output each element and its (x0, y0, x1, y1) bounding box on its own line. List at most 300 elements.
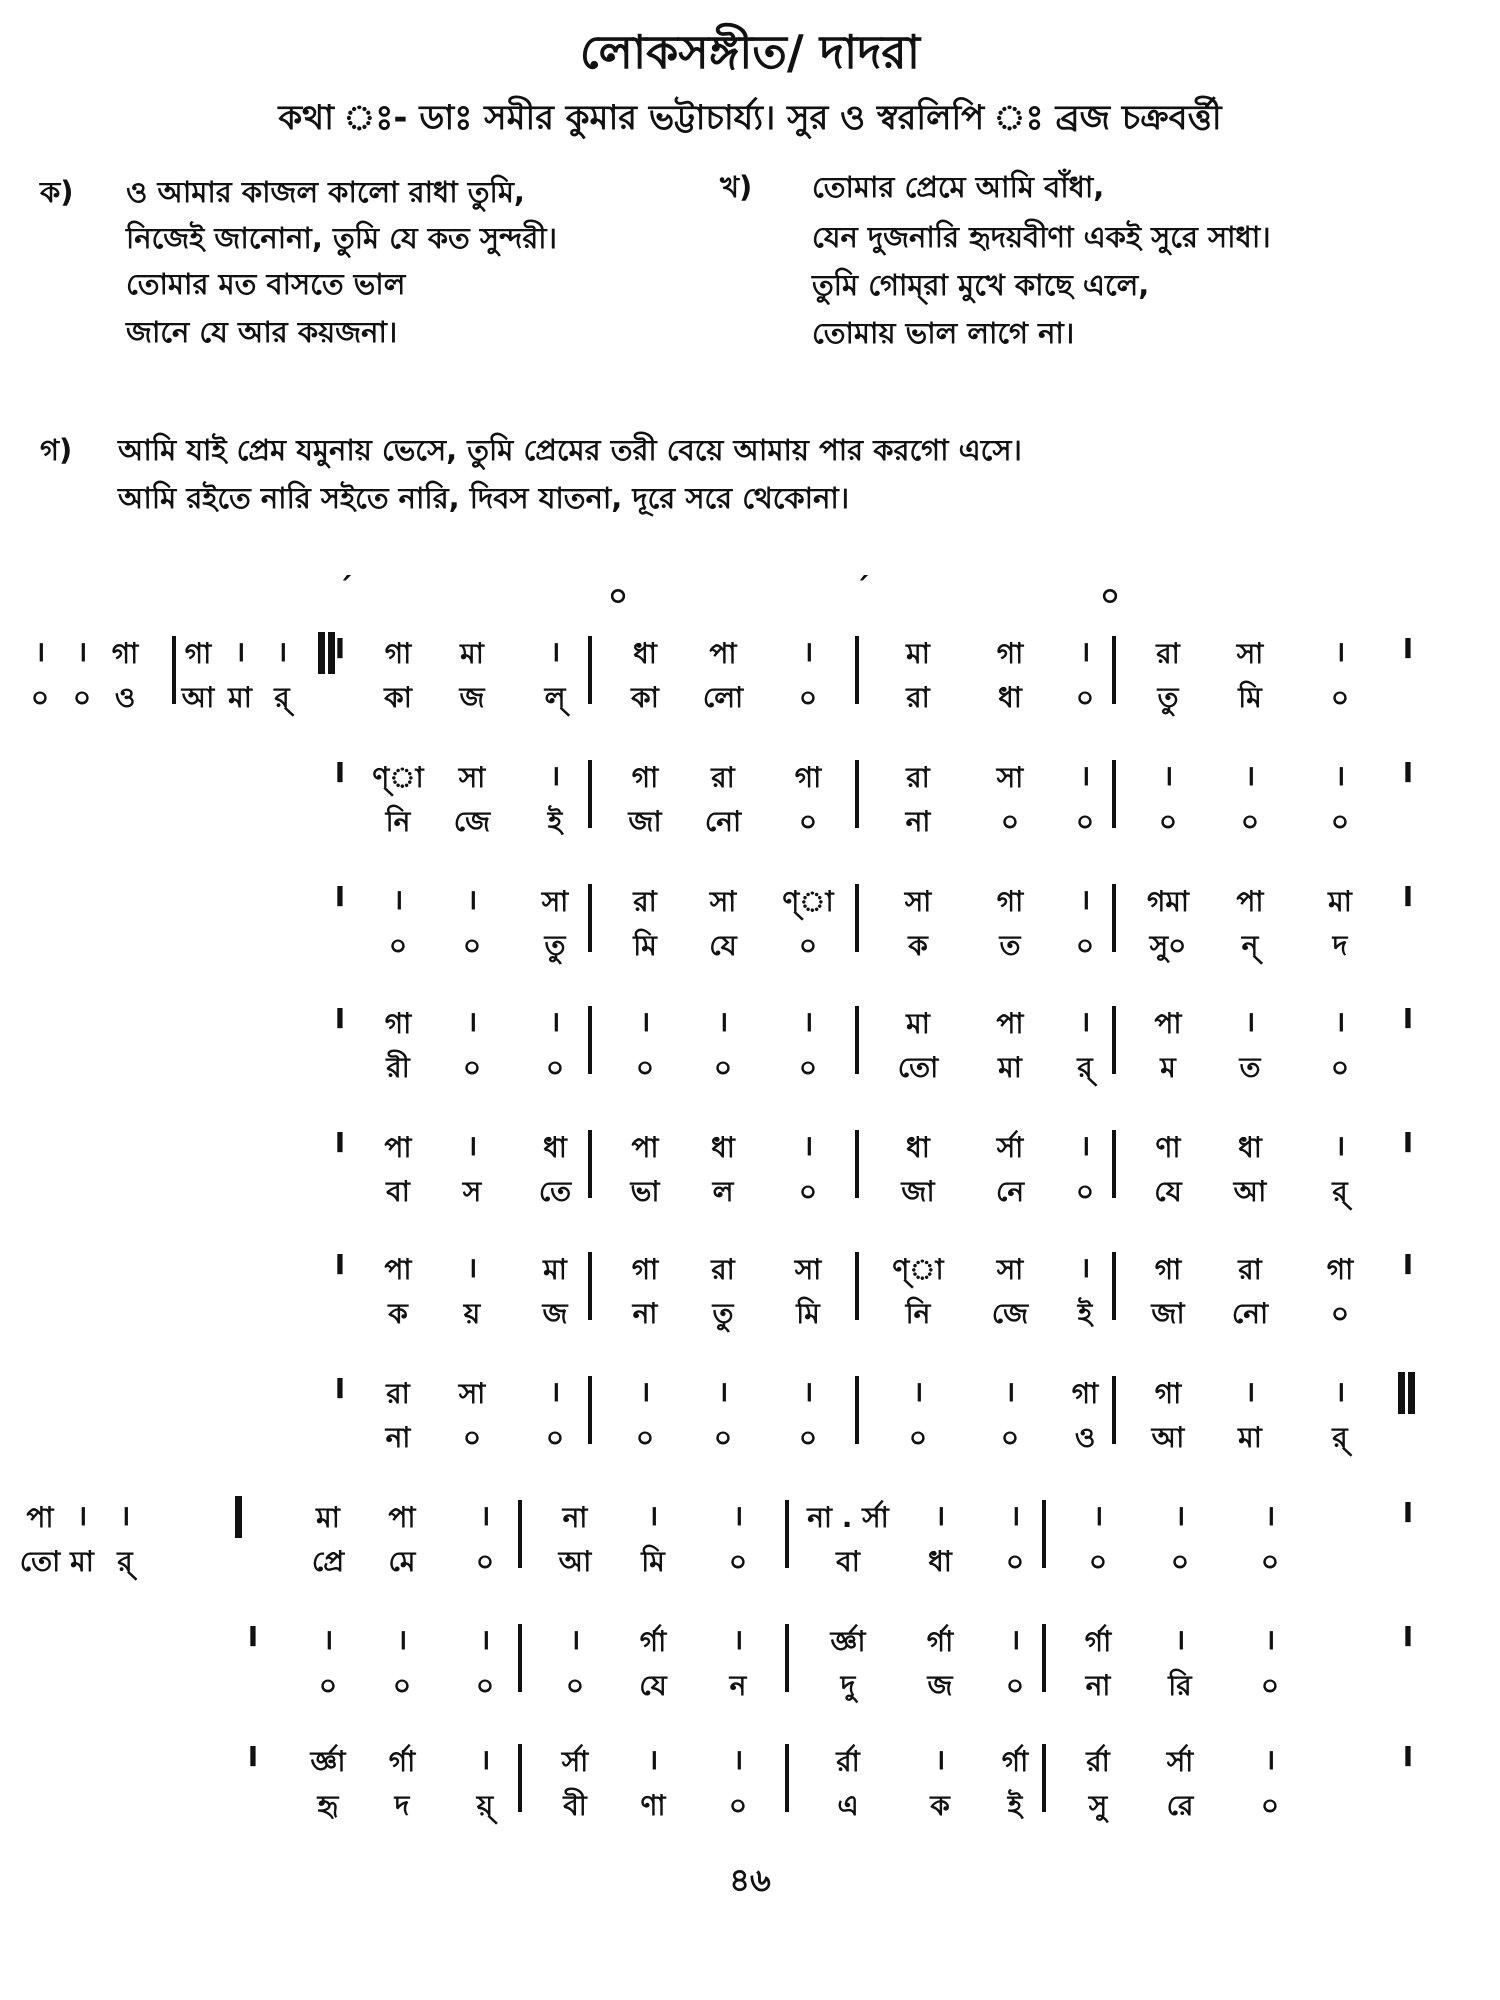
swara-cell: । (1264, 1623, 1276, 1656)
lyric-cell: ০ (318, 1669, 338, 1702)
lyric-cell: ক (388, 1297, 408, 1330)
lyric-cell: ০ (798, 805, 818, 838)
vibhag-bar (588, 636, 592, 704)
swara-cell: গা (794, 761, 822, 794)
lyric-cell: ০ (635, 1421, 655, 1454)
lyric-cell: মি (633, 929, 657, 962)
lyric-cell: আ (181, 681, 215, 714)
swara-cell: র্সা (561, 1745, 589, 1778)
lyric-cell: নে (995, 1175, 1025, 1208)
lyric-cell: ০ (713, 1051, 733, 1084)
swara-cell: । (1334, 1375, 1346, 1408)
lyric-cell: তে (538, 1175, 572, 1208)
lyric-cell: ও (1074, 1421, 1096, 1454)
swara-cell: পা (1236, 885, 1264, 918)
vibhag-bar (1112, 1252, 1116, 1320)
swara-cell: । (1334, 759, 1346, 792)
lyric-cell: ই (1007, 1789, 1023, 1822)
lyric-cell: ০ (635, 1051, 655, 1084)
vibhag-bar (855, 760, 859, 828)
lyric-cell: ল্ (544, 681, 566, 714)
swara-cell: । (647, 1499, 659, 1532)
swara-cell: । (732, 1743, 744, 1776)
swara-cell: । (647, 1743, 659, 1776)
swara-cell: । (466, 1005, 478, 1038)
swara-cell: । (717, 1375, 729, 1408)
lyric-cell: ল (712, 1175, 734, 1208)
vibhag-bar (1112, 1130, 1116, 1198)
lyric-cell: ০ (392, 1669, 412, 1702)
swara-cell: । (1334, 1129, 1346, 1162)
lyric-cell: মি (641, 1545, 665, 1578)
lyric-cell: জ (542, 1297, 568, 1330)
swara-cell: সা (996, 761, 1024, 794)
swara-cell: ণ্া (892, 1253, 944, 1286)
vibhag-bar (1112, 1006, 1116, 1074)
lyric-cell: ০ (388, 929, 408, 962)
vibhag-bar (855, 1006, 859, 1074)
lyric-cell: ধা (928, 1545, 952, 1578)
swara-cell: গা (184, 637, 212, 670)
swara-cell: । (479, 1623, 491, 1656)
lyric-cell: র্ (1332, 1175, 1348, 1208)
swara-cell: পা (384, 1131, 412, 1164)
lyric-cell: জা (1151, 1297, 1185, 1330)
lyric-cell: বী (563, 1789, 587, 1822)
page-number: ৪৬ (729, 1861, 771, 1899)
swara-cell: সা (904, 885, 932, 918)
vibhag-bar (855, 1252, 859, 1320)
lyric-cell: মা (228, 681, 252, 714)
lyric-cell: ০ (1260, 1545, 1280, 1578)
swara-cell: । (1079, 635, 1091, 668)
swara-cell: । (639, 1005, 651, 1038)
swara-cell: গা (1154, 1253, 1182, 1286)
avartan-marker: I (1402, 1126, 1414, 1159)
avartan-bar (318, 632, 325, 674)
page-title: লোকসঙ্গীত/ দাদরা (579, 25, 921, 79)
lyric-cell: ০ (1330, 681, 1350, 714)
lyric-cell: ক (930, 1789, 950, 1822)
lyric-cell: র্ (274, 681, 290, 714)
lyric-cell: ০ (462, 1421, 482, 1454)
taal-mark: ০ (608, 579, 628, 614)
swara-cell: র্সা (1166, 1745, 1194, 1778)
swara-cell: । (392, 883, 404, 916)
lyric-cell: মি (1238, 681, 1262, 714)
lyric-cell: ০ (475, 1669, 495, 1702)
verse-line: ও আমার কাজল কালো রাধা তুমি, (126, 175, 525, 209)
swara-cell: র্গা (1084, 1625, 1112, 1658)
lyric-cell: দ (1332, 929, 1348, 962)
lyric-cell: সু (1088, 1789, 1108, 1822)
lyric-cell: নি (905, 1297, 931, 1330)
swara-cell: ধা (906, 1131, 930, 1164)
swara-cell: মা (543, 1253, 567, 1286)
lyric-cell: ০ (1075, 805, 1095, 838)
lyric-cell: ০ (1330, 805, 1350, 838)
lyric-cell: ০ (1240, 805, 1260, 838)
avartan-bar (235, 1496, 242, 1538)
swara-cell: র্গা (926, 1625, 954, 1658)
avartan-bar (1398, 1372, 1405, 1414)
swara-cell: পা (384, 1253, 412, 1286)
swara-cell: । (732, 1499, 744, 1532)
avartan-marker: I (334, 1126, 346, 1159)
swara-cell: । (1244, 1375, 1256, 1408)
lyric-cell: মা (998, 1051, 1022, 1084)
lyric-cell: ন্ (1241, 929, 1259, 962)
swara-cell: পা (26, 1501, 54, 1534)
swara-cell: র্জ্ঞা (830, 1625, 866, 1658)
lyric-cell: জে (991, 1297, 1029, 1330)
lyric-cell: ও (114, 681, 136, 714)
lyric-cell: রি (1168, 1669, 1192, 1702)
lyric-cell: মা (70, 1545, 94, 1578)
avartan-marker: I (247, 1620, 259, 1653)
vibhag-bar (855, 1376, 859, 1444)
swara-cell: । (1334, 1005, 1346, 1038)
lyric-cell: আ (1151, 1421, 1185, 1454)
lyric-cell: ০ (798, 1175, 818, 1208)
swara-cell: গা (384, 1007, 412, 1040)
lyric-cell: প্রে (311, 1545, 345, 1578)
swara-cell: । (1004, 1375, 1016, 1408)
vibhag-bar (1112, 884, 1116, 952)
swara-cell: । (639, 1375, 651, 1408)
avartan-marker: I (334, 880, 346, 913)
swara-cell: । (549, 635, 561, 668)
swara-cell: পা (388, 1501, 416, 1534)
lyric-cell: ম (1160, 1051, 1176, 1084)
lyric-cell: ত (1239, 1051, 1261, 1084)
swara-cell: । (1009, 1623, 1021, 1656)
lyric-cell: দু (840, 1669, 856, 1702)
vibhag-bar (518, 1624, 522, 1692)
lyric-cell: হৃ (317, 1789, 339, 1822)
lyric-cell: আ (1233, 1175, 1267, 1208)
lyric-cell: য় (463, 1297, 481, 1330)
lyric-cell: ০ (1330, 1297, 1350, 1330)
lyric-cell: ০ (1075, 681, 1095, 714)
swara-cell: । (1174, 1623, 1186, 1656)
verse-line: যেন দুজনারি হৃদয়বীণা একই সুরে সাধা। (812, 220, 1271, 254)
lyric-cell: ০ (30, 681, 50, 714)
lyric-cell: ন (729, 1669, 747, 1702)
swara-cell: মা (460, 637, 484, 670)
lyric-cell: ০ (1000, 805, 1020, 838)
lyric-cell: সু০ (1149, 929, 1187, 962)
swara-cell: পা (996, 1007, 1024, 1040)
lyric-cell: লো (702, 681, 744, 714)
lyric-cell: ০ (1330, 1051, 1350, 1084)
swara-cell: পা (631, 1131, 659, 1164)
swara-cell: । (466, 1129, 478, 1162)
swara-cell: ণ্া (372, 761, 424, 794)
swara-cell: গা (1071, 1377, 1099, 1410)
swara-cell: । (1079, 759, 1091, 792)
swara-cell: সা (794, 1253, 822, 1286)
swara-cell: । (732, 1623, 744, 1656)
lyric-cell: তু (1157, 681, 1179, 714)
lyric-cell: যে (639, 1669, 667, 1702)
lyric-cell: ০ (565, 1669, 585, 1702)
swara-cell: । (234, 635, 246, 668)
avartan-marker: I (1402, 1248, 1414, 1281)
lyric-cell: ০ (798, 681, 818, 714)
lyric-cell: ০ (1158, 805, 1178, 838)
lyric-cell: ণা (640, 1789, 666, 1822)
lyric-cell: যে (709, 929, 737, 962)
lyric-cell: ০ (1170, 1545, 1190, 1578)
lyric-cell: ০ (1005, 1669, 1025, 1702)
lyric-cell: নো (704, 805, 742, 838)
avartan-marker: I (1402, 1620, 1414, 1653)
avartan-bar (328, 632, 335, 674)
swara-cell: । (76, 635, 88, 668)
swara-cell: সা (709, 885, 737, 918)
swara-cell: । (549, 1005, 561, 1038)
swara-cell: । (479, 1743, 491, 1776)
lyric-cell: ০ (798, 1421, 818, 1454)
swara-cell: র্রা (1086, 1745, 1110, 1778)
lyric-cell: ০ (1260, 1789, 1280, 1822)
lyric-cell: র্ (1077, 1051, 1093, 1084)
swara-cell: ধা (1238, 1131, 1262, 1164)
avartan-marker: I (247, 1740, 259, 1773)
swara-cell: গা (384, 637, 412, 670)
swara-cell: ধা (711, 1131, 735, 1164)
lyric-cell: না (1085, 1669, 1111, 1702)
swara-cell: । (1244, 759, 1256, 792)
vibhag-bar (1042, 1624, 1046, 1692)
swara-cell: সা (458, 761, 486, 794)
verse-line: নিজেই জানোনা, তুমি যে কত সুন্দরী। (126, 221, 557, 255)
swara-cell: । (549, 1375, 561, 1408)
lyric-cell: মা (1238, 1421, 1262, 1454)
swara-cell: রা (906, 761, 930, 794)
swara-cell: । (1079, 883, 1091, 916)
credits-line: কথা ঃ- ডাঃ সমীর কুমার ভট্টাচার্য্য। সুর ও স্বরলিপি ঃ ব্রজ চক্রবর্ত্তী (278, 98, 1222, 138)
lyric-cell: তো (19, 1545, 61, 1578)
swara-cell: । (396, 1623, 408, 1656)
swara-cell: র্জ্ঞা (310, 1745, 346, 1778)
verse-marker: ক) (40, 175, 74, 209)
lyric-cell: ত (999, 929, 1021, 962)
swara-cell: র্রা (836, 1745, 860, 1778)
lyric-cell: জে (453, 805, 491, 838)
lyric-cell: ০ (545, 1051, 565, 1084)
swara-cell: ণ্া (782, 885, 834, 918)
swara-cell: । (34, 635, 46, 668)
avartan-marker: I (1402, 1002, 1414, 1035)
swara-cell: রা (711, 761, 735, 794)
swara-cell: । (479, 1499, 491, 1532)
lyric-cell: ধা (998, 681, 1022, 714)
swara-cell: মা (1328, 885, 1352, 918)
lyric-cell: ই (547, 805, 563, 838)
lyric-cell: দ (394, 1789, 410, 1822)
vibhag-bar (588, 1376, 592, 1444)
vibhag-bar (855, 636, 859, 704)
vibhag-bar (172, 636, 176, 704)
lyric-cell: না (905, 805, 931, 838)
lyric-cell: ক (908, 929, 928, 962)
vibhag-bar (588, 1006, 592, 1074)
swara-cell: গা (631, 1253, 659, 1286)
swara-cell: গা (111, 637, 139, 670)
swara-cell: । (466, 883, 478, 916)
swara-cell: । (569, 1623, 581, 1656)
swara-cell: । (934, 1743, 946, 1776)
swara-cell: রা (633, 885, 657, 918)
verse-line: তোমায় ভাল লাগে না। (812, 316, 1075, 350)
lyric-cell: ০ (713, 1421, 733, 1454)
vibhag-bar (588, 884, 592, 952)
swara-cell: । (549, 759, 561, 792)
lyric-cell: ০ (1075, 929, 1095, 962)
lyric-cell: ০ (728, 1545, 748, 1578)
swara-cell: মা (906, 1007, 930, 1040)
swara-cell: । (322, 1623, 334, 1656)
lyric-cell: জা (901, 1175, 935, 1208)
swara-cell: র্গা (639, 1625, 667, 1658)
lyric-cell: বা (836, 1545, 860, 1578)
lyric-cell: রে (1166, 1789, 1194, 1822)
vibhag-bar (785, 1744, 789, 1812)
swara-cell: পা (1154, 1007, 1182, 1040)
swara-cell: । (1079, 1251, 1091, 1284)
swara-cell: গা (631, 761, 659, 794)
lyric-cell: তু (712, 1297, 734, 1330)
lyric-cell: জ (459, 681, 485, 714)
verse-marker: গ) (40, 433, 73, 467)
swara-cell: সা (1236, 637, 1264, 670)
lyric-cell: আ (558, 1545, 592, 1578)
avartan-bar (1408, 1372, 1415, 1414)
swara-cell: । (1174, 1499, 1186, 1532)
lyric-cell: ০ (798, 1051, 818, 1084)
lyric-cell: র্ (1332, 1421, 1348, 1454)
swara-cell: । (802, 635, 814, 668)
swara-cell: সা (996, 1253, 1024, 1286)
verse-line: তোমার প্রেমে আমি বাঁধা, (812, 170, 1105, 204)
swara-cell: । (76, 1499, 88, 1532)
swara-cell: গা (1154, 1377, 1182, 1410)
avartan-marker: I (1402, 880, 1414, 913)
swara-cell: । (276, 635, 288, 668)
lyric-cell: তো (897, 1051, 939, 1084)
lyric-cell: নি (385, 805, 411, 838)
avartan-marker: I (334, 1248, 346, 1281)
swara-cell: ধা (633, 637, 657, 670)
lyric-cell: নো (1231, 1297, 1269, 1330)
lyric-cell: ০ (1260, 1669, 1280, 1702)
swara-cell: রা (386, 1377, 410, 1410)
swara-cell: র্গা (1001, 1745, 1029, 1778)
swara-cell: । (802, 1375, 814, 1408)
swara-cell: । (1264, 1499, 1276, 1532)
lyric-cell: রা (906, 681, 930, 714)
lyric-cell: মি (796, 1297, 820, 1330)
vibhag-bar (588, 1130, 592, 1198)
lyric-cell: জ (927, 1669, 953, 1702)
swara-cell: গা (996, 885, 1024, 918)
lyric-cell: কা (631, 681, 659, 714)
lyric-cell: এ (837, 1789, 859, 1822)
lyric-cell: যে (1154, 1175, 1182, 1208)
swara-cell: র্গা (388, 1745, 416, 1778)
lyric-cell: ০ (1005, 1545, 1025, 1578)
vibhag-bar (785, 1500, 789, 1568)
swara-cell: । (802, 1129, 814, 1162)
verse-line: তোমার মত বাসতে ভাল (126, 267, 406, 301)
swara-cell: রা (1156, 637, 1180, 670)
lyric-cell: তু (544, 929, 566, 962)
vibhag-bar (588, 760, 592, 828)
lyric-cell: ০ (1075, 1175, 1095, 1208)
swara-cell: রা (711, 1253, 735, 1286)
lyric-cell: ০ (475, 1545, 495, 1578)
swara-cell: । (1244, 1005, 1256, 1038)
swara-cell: সা (458, 1377, 486, 1410)
avartan-marker: I (334, 756, 346, 789)
taal-mark: ˊ (337, 572, 353, 607)
vibhag-bar (1112, 636, 1116, 704)
swara-cell: ণা (1155, 1131, 1181, 1164)
vibhag-bar (855, 884, 859, 952)
avartan-marker: I (334, 1372, 346, 1405)
avartan-marker: I (334, 1002, 346, 1035)
swara-cell: । (802, 1005, 814, 1038)
lyric-cell: মে (388, 1545, 416, 1578)
avartan-marker: I (1402, 1496, 1414, 1529)
vibhag-bar (1112, 760, 1116, 828)
swara-cell: মা (906, 637, 930, 670)
swara-cell: । (466, 1251, 478, 1284)
lyric-cell: র্ (117, 1545, 133, 1578)
vibhag-bar (1042, 1744, 1046, 1812)
lyric-cell: বা (386, 1175, 410, 1208)
vibhag-bar (588, 1252, 592, 1320)
lyric-cell: ০ (908, 1421, 928, 1454)
swara-cell: গা (996, 637, 1024, 670)
swara-cell: । (1264, 1743, 1276, 1776)
vibhag-bar (1042, 1500, 1046, 1568)
swara-cell: গা (1326, 1253, 1354, 1286)
lyric-cell: ০ (728, 1789, 748, 1822)
swara-cell: । (1334, 635, 1346, 668)
vibhag-bar (1112, 1376, 1116, 1444)
lyric-cell: না (385, 1421, 411, 1454)
verse-line: জানে যে আর কয়জনা। (126, 315, 398, 349)
vibhag-bar (518, 1500, 522, 1568)
lyric-cell: জা (628, 805, 662, 838)
swara-cell: । (1092, 1499, 1104, 1532)
lyric-cell: ০ (72, 681, 92, 714)
lyric-cell: ০ (462, 929, 482, 962)
swara-cell: গমা (1146, 885, 1190, 918)
avartan-marker: I (1402, 632, 1414, 665)
swara-cell: । (1079, 1129, 1091, 1162)
lyric-cell: রী (386, 1051, 410, 1084)
swara-cell: রা (1238, 1253, 1262, 1286)
vibhag-bar (518, 1744, 522, 1812)
lyric-cell: য়্ (476, 1789, 494, 1822)
verse-line: তুমি গোম্‌রা মুখে কাছে এলে, (812, 268, 1150, 302)
lyric-cell: না (632, 1297, 658, 1330)
lyric-cell: ভা (630, 1175, 660, 1208)
